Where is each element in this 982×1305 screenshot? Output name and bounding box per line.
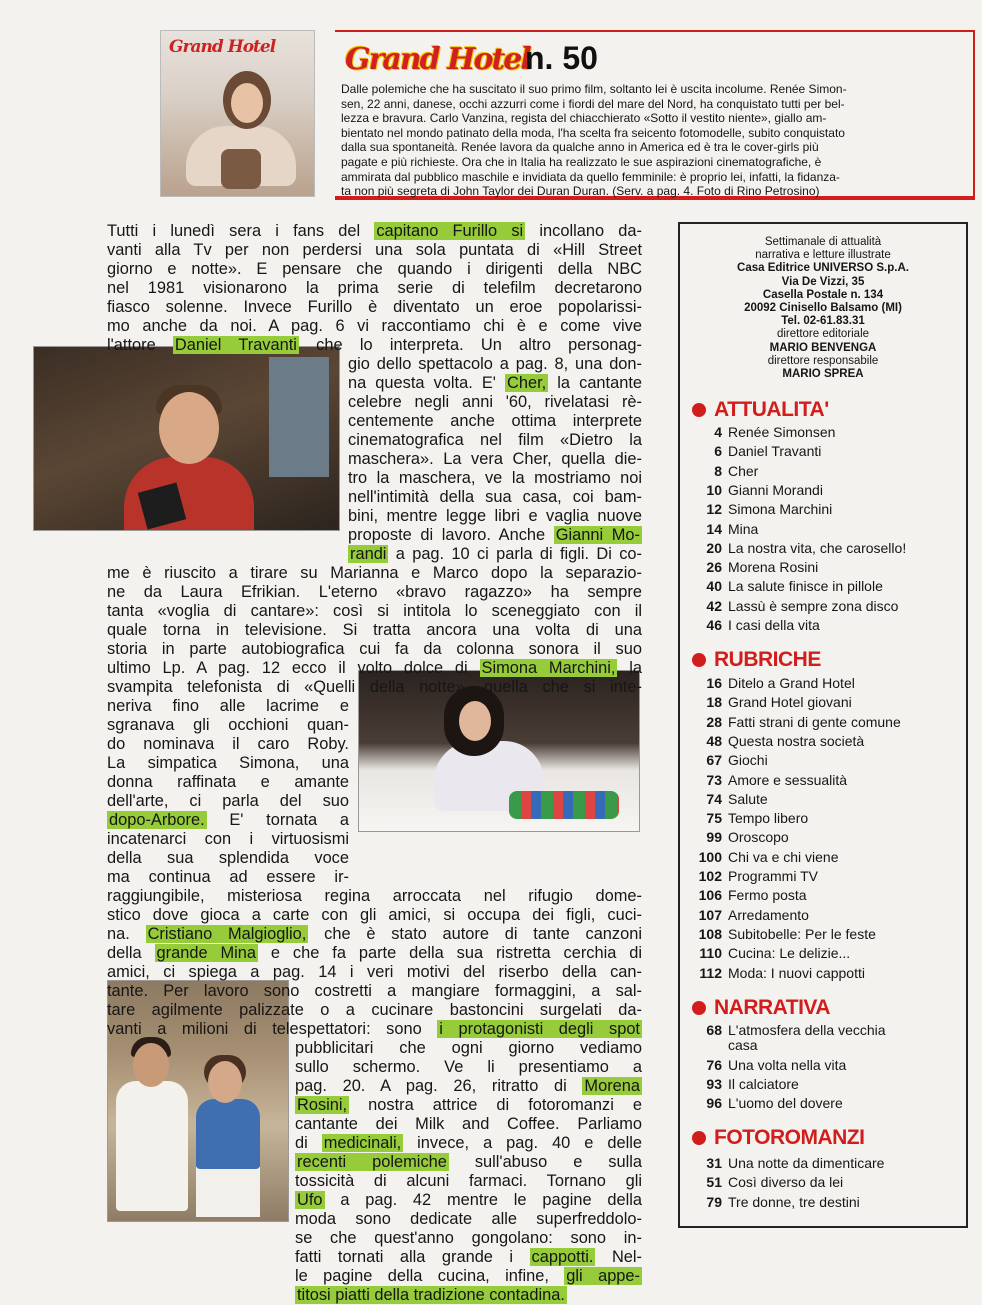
article-text: che è stato autore di tante canzoni [308, 925, 642, 943]
toc-entry-title: Oroscopo [728, 829, 789, 846]
article-line [295, 1267, 642, 1286]
toc-page-number: 74 [706, 790, 722, 807]
article-text: sull'abuso e sulla [448, 1153, 642, 1171]
masthead-line: narrativa e letture illustrate [755, 249, 891, 262]
toc-entry[interactable] [698, 463, 758, 480]
article-text: fatti tornati alla grande i [295, 1248, 530, 1266]
toc-entry[interactable] [698, 772, 847, 789]
toc-page-number: 73 [706, 771, 722, 788]
article-text: a pag. 42 mentre le pagine della [324, 1191, 642, 1209]
toc-section-heading [692, 1126, 864, 1150]
article-text: tossicità di alcuni farmaci. Tornano gli [295, 1172, 642, 1190]
masthead-line: Via De Vizzi, 35 [781, 275, 865, 288]
highlighted-name: Morena [584, 1077, 640, 1095]
toc-entry-title: Il calciatore [728, 1075, 799, 1092]
toc-entry[interactable] [698, 559, 818, 576]
toc-entry-title: Una volta nella vita [728, 1056, 847, 1073]
toc-entry[interactable] [698, 849, 839, 866]
article-line [107, 222, 642, 241]
toc-entry[interactable] [698, 752, 768, 769]
article-text: gio dello spettacolo a pag. 8, una don- [348, 355, 642, 373]
toc-page-number: 40 [706, 578, 722, 595]
toc-entry-title: La nostra vita, che carosello! [728, 539, 907, 556]
masthead-line: MARIO BENVENGA [769, 341, 877, 354]
toc-entry-title: Programmi TV [728, 868, 818, 884]
masthead-line: direttore editoriale [776, 328, 870, 341]
toc-entry[interactable] [698, 926, 876, 943]
photo-toys [509, 791, 619, 819]
toc-entry[interactable] [698, 443, 821, 460]
photo-girl-face [208, 1061, 242, 1103]
toc-entry-title: Morena Rosini [728, 559, 819, 576]
cover-story-blurb [341, 82, 961, 199]
toc-entry-title: Arredamento [728, 906, 809, 923]
toc-entry-title: Fermo posta [728, 887, 807, 904]
bullet-dot-icon [692, 1131, 706, 1145]
article-text: Tutti i lunedì sera i fans del [107, 222, 375, 240]
article-line [107, 830, 349, 849]
article-text: donna raffinata e amante [107, 773, 349, 791]
article-line [107, 887, 642, 906]
highlighted-name: medicinali, [323, 1134, 402, 1152]
photo-person-face [159, 392, 219, 464]
blurb-line: sen, 22 anni, danese, occhi azzurri come i fiordi del mare del Nord, ha conquistato tutti per bel- [341, 96, 845, 111]
article-line [107, 317, 642, 336]
article-text: incollano da- [525, 222, 642, 240]
article-text: me è riuscito a tirare su Marianna e Marco dopo la separazio- [107, 564, 642, 582]
article-text: di [295, 1134, 322, 1152]
article-line [348, 393, 642, 412]
article-text: pag. 20. A pag. 26, ritratto di [295, 1077, 583, 1095]
toc-page-number: 51 [706, 1174, 722, 1191]
article-text: vanti a milioni di telespettatori: sono [107, 1020, 438, 1038]
photo-man-face [133, 1043, 169, 1087]
highlighted-name: i protagonisti degli spot [439, 1020, 640, 1038]
article-text: ma continua ad essere ir- [107, 868, 349, 886]
toc-entry-title: Una notte da dimenticare [728, 1155, 885, 1171]
article-text: se che quest'anno gongolano: sono in- [295, 1229, 642, 1247]
toc-page-number: 14 [706, 520, 722, 537]
article-text: mo anche da noi. A pag. 6 vi raccontiamo chi è e come vive [107, 317, 642, 335]
article-text: ne da Laura Efrikian. L'eterno «bravo ragazzo» ha sempre [107, 583, 642, 601]
toc-entry[interactable] [698, 501, 832, 518]
article-text: e che fa parte della sua ristretta cerchia di [258, 944, 643, 962]
toc-page-number: 16 [706, 675, 722, 691]
article-line [107, 640, 642, 659]
article-text: bini, mentre legge libri e vaglia nuove [348, 507, 642, 525]
article-text: sullo schermo. Ve li presentiamo a [295, 1058, 642, 1076]
toc-page-number: 102 [698, 868, 722, 884]
article-line [295, 1077, 642, 1096]
masthead-line: Tel. 02-61.83.31 [781, 315, 865, 328]
article-line [295, 1191, 642, 1210]
toc-page-number: 99 [706, 829, 722, 846]
article-line [107, 260, 642, 279]
article-line [107, 906, 642, 925]
article-line [107, 735, 349, 754]
article-line [107, 564, 642, 583]
toc-page-number: 6 [714, 443, 722, 460]
article-line [348, 507, 642, 526]
toc-page-number: 8 [714, 462, 722, 479]
article-line [295, 1115, 642, 1134]
article-text: centemente anche ottima interprete [348, 412, 642, 430]
blurb-line: ammirata dal pubblico maschile e invidiata da quello femminile: è proprio lei, infatti, la fidanza- [341, 169, 840, 184]
article-text: neriva fino alle lacrime e [107, 697, 349, 715]
article-text: la [617, 659, 643, 677]
article-text: tare agilmente palizzate o a cucinare bastoncini surgelati da- [107, 1001, 642, 1019]
photo-girl-top [196, 1099, 260, 1169]
toc-entry[interactable] [698, 810, 808, 827]
article-line [107, 697, 349, 716]
toc-entry[interactable] [698, 1057, 846, 1074]
article-text: tante. Per lavoro sono costretti a mangiare formaggini, a sal- [107, 982, 642, 1000]
toc-entry-title: Tempo libero [728, 810, 809, 827]
article-text: Nel- [595, 1248, 643, 1266]
highlighted-name: titosi piatti della tradizione contadina. [297, 1286, 565, 1304]
toc-page-number: 20 [706, 539, 722, 556]
toc-entry[interactable] [698, 965, 865, 982]
masthead-line: Casa Editrice UNIVERSO S.p.A. [737, 262, 909, 275]
blurb-line: lezza e bravura. Carlo Vanzina, regista del chiacchierato «Sotto il vestito niente», giallo am- [341, 111, 827, 126]
toc-entry[interactable] [698, 907, 809, 924]
article-text: cinematografica nel film «Dietro la [348, 431, 642, 449]
article-line [295, 1210, 642, 1229]
article-text: moda sono dedicate alle superfreddolo- [295, 1210, 642, 1228]
article-line [107, 773, 349, 792]
article-text: nostra attrice di fotoromanzi e [349, 1096, 642, 1114]
cover-model-face [231, 83, 263, 123]
toc-page-number: 10 [706, 481, 722, 498]
article-line [107, 621, 642, 640]
article-text: invece, a pag. 40 e delle [403, 1134, 643, 1152]
bullet-dot-icon [692, 403, 706, 417]
article-text: svampita telefonista di «Quelli della notte», quella che si inte- [107, 678, 642, 696]
highlighted-name: Cher, [507, 374, 547, 392]
toc-page-number: 79 [706, 1193, 722, 1210]
article-text: nel 1981 visionarono la prima serie di telefilm decretarono [107, 279, 642, 297]
article-text: nell'intimità della sua casa, coi bam- [348, 488, 642, 506]
toc-page-number: 108 [698, 925, 722, 942]
toc-section-title: NARRATIVA [714, 996, 831, 1019]
highlighted-name: Daniel Travanti [174, 336, 297, 354]
toc-entry-title: I casi della vita [728, 617, 820, 633]
article-text: do nominava il caro Roby. [107, 735, 349, 753]
toc-page-number: 42 [706, 597, 722, 614]
article-text: proposte di lavoro. Anche [348, 526, 554, 544]
highlighted-name: Ufo [297, 1191, 323, 1209]
toc-entry-title-continued: casa [728, 1037, 758, 1054]
photo-man-clothes [116, 1081, 188, 1211]
toc-entry[interactable] [698, 945, 850, 962]
article-text: storia in parte autobiografica cui fa da colonna sonora il suo [107, 640, 642, 658]
issue-number: n. 50 [525, 40, 598, 76]
masthead-line: 20092 Cinisello Balsamo (MI) [744, 302, 902, 314]
article-line [107, 811, 349, 830]
article-line [295, 1134, 642, 1153]
toc-entry-title: Subitobelle: Per le feste [728, 925, 876, 942]
article-line [295, 1039, 642, 1058]
article-line [295, 1172, 642, 1191]
article-line [107, 659, 642, 678]
highlighted-name: Gianni Mo- [555, 526, 640, 544]
toc-page-number: 26 [706, 559, 722, 576]
toc-page-number: 48 [706, 732, 722, 749]
bullet-dot-icon [692, 653, 706, 667]
article-line [348, 355, 642, 374]
toc-entry-title: Gianni Morandi [728, 481, 823, 498]
article-text: na. [107, 925, 146, 943]
toc-entry-title: La salute finisce in pillole [728, 578, 883, 595]
article-line [348, 488, 642, 507]
photo-poster [269, 357, 329, 477]
toc-entry[interactable] [698, 424, 835, 441]
toc-entry-title: Cucina: Le delizie... [728, 945, 851, 962]
article-line [107, 1001, 642, 1020]
toc-entry-title: L'atmosfera della vecchia [728, 1022, 886, 1038]
article-text: le pagine della cucina, infine, [295, 1267, 565, 1285]
toc-page-number: 18 [706, 694, 722, 711]
article-text: sgranava gli occhioni quan- [107, 716, 349, 734]
toc-page-number: 75 [706, 810, 722, 827]
toc-entry[interactable] [698, 1174, 843, 1191]
article-line [107, 963, 642, 982]
article-line [107, 336, 642, 355]
article-line [107, 716, 349, 735]
blurb-line: bientato nel mondo patinato della moda, l'ha scelta fra seicento fotomodelle, subito conquistato [341, 125, 845, 140]
article-text: incatenarci con i virtuosismi [107, 830, 349, 848]
toc-entry[interactable] [698, 868, 818, 885]
photo-girl-trousers [196, 1167, 260, 1217]
article-text: giorno e notte». E pensare che quando i dirigenti della NBC [107, 260, 642, 278]
toc-page-number: 46 [706, 617, 722, 633]
cover-model-boot [221, 149, 261, 189]
toc-entry[interactable] [698, 1095, 843, 1112]
article-text: maschera». La vera Cher, quella die- [348, 450, 642, 468]
article-text: vanti alla Tv per non perdersi una sola puntata di «Hill Street [107, 241, 642, 259]
toc-entry[interactable] [698, 791, 768, 808]
masthead-line: Casella Postale n. 134 [762, 288, 884, 301]
article-line [295, 1229, 642, 1248]
toc-entry[interactable] [698, 617, 820, 634]
toc-entry[interactable] [698, 578, 883, 595]
article-line [107, 792, 349, 811]
toc-page-number: 110 [699, 945, 722, 962]
toc-entry-title: L'uomo del dovere [728, 1095, 843, 1112]
article-text: stico dove gioca a carte con gli amici, si occupa dei figli, cuci- [107, 906, 642, 924]
toc-entry[interactable] [698, 521, 758, 538]
highlighted-name: Simona Marchini, [481, 659, 616, 677]
toc-entry-title: Grand Hotel giovani [728, 694, 852, 711]
article-line [348, 374, 642, 393]
toc-entry-title: Ditelo a Grand Hotel [728, 675, 855, 691]
toc-entry-title: Questa nostra società [728, 732, 865, 749]
toc-section-title: ATTUALITA' [714, 398, 829, 421]
article-text: la cantante [548, 374, 643, 392]
blurb-line: dalla sua spontaneità. Renée lavora da qualche anno in America ed è tra le cover-girls più [341, 140, 819, 155]
article-line [107, 754, 349, 773]
article-text: tanta «voglia di cantare»: così si intitola lo sceneggiato con il [107, 602, 642, 620]
toc-entry-title: Amore e sessualità [728, 771, 848, 788]
toc-section-heading [692, 398, 829, 422]
highlighted-name: grande Mina [156, 944, 257, 962]
article-text: che lo interpreta. Un altro personag- [298, 336, 642, 354]
toc-page-number: 93 [706, 1075, 722, 1092]
toc-page-number: 96 [706, 1095, 722, 1112]
article-line [348, 545, 642, 564]
article-text: fiasco solenne. Invece Furillo è diventato un eroe popolarissi- [107, 298, 642, 316]
toc-entry-title: Cher [728, 462, 759, 479]
toc-entry-title: Renée Simonsen [728, 424, 836, 440]
article-line [295, 1096, 642, 1115]
article-line [107, 849, 349, 868]
masthead-line: Settimanale di attualità [764, 236, 882, 248]
toc-entry[interactable] [698, 482, 823, 499]
toc-page-number: 100 [698, 848, 722, 865]
article-text: raggiungibile, misteriosa regina arroccata nel rifugio dome- [107, 887, 642, 905]
highlighted-name: Rosini, [297, 1096, 348, 1114]
toc-entry-title: Chi va e chi viene [728, 848, 839, 865]
highlighted-name: capitano Furillo si [376, 222, 524, 240]
highlighted-name: randi [350, 545, 387, 563]
bullet-dot-icon [692, 1001, 706, 1015]
article-text: l'attore [107, 336, 173, 354]
toc-entry[interactable] [698, 733, 864, 750]
toc-entry-title: Mina [728, 520, 759, 537]
article-text: na questa volta. E' [348, 374, 506, 392]
toc-entry-title: Lassù è sempre zona disco [728, 597, 899, 614]
article-line [295, 1248, 642, 1267]
toc-entry[interactable] [698, 675, 855, 692]
toc-page-number: 76 [706, 1056, 722, 1073]
article-line [107, 583, 642, 602]
toc-entry[interactable] [698, 887, 807, 904]
toc-entry[interactable] [698, 1022, 886, 1039]
article-text: della sua splendida voce [107, 849, 349, 867]
magazine-logo: Grand Hotel [345, 42, 530, 77]
toc-section-heading [692, 996, 830, 1020]
toc-entry-title: Giochi [728, 752, 768, 769]
cover-logo: Grand Hotel [169, 37, 276, 57]
photo-person-face [459, 701, 491, 741]
article-line [348, 431, 642, 450]
cover-thumbnail [160, 30, 315, 197]
article-line [107, 298, 642, 317]
toc-page-number: 28 [706, 713, 722, 730]
article-text: tro la maschera, ve la mostriamo noi [348, 469, 642, 487]
highlighted-name: gli appe- [566, 1267, 640, 1285]
article-line [348, 450, 642, 469]
masthead-line: MARIO SPREA [782, 368, 864, 380]
article-text: cantante dei Milk and Coffee. Parliamo [295, 1115, 642, 1133]
toc-entry[interactable] [698, 829, 789, 846]
toc-page-number: 67 [706, 752, 722, 769]
article-text: della [107, 944, 155, 962]
article-text: E' tornata a [206, 811, 349, 829]
article-line [107, 944, 642, 963]
article-text: celebre negli anni '60, rivelatasi rè- [348, 393, 642, 411]
toc-entry[interactable] [698, 1076, 799, 1093]
toc-section-heading [692, 648, 821, 672]
toc-page-number: 106 [698, 887, 722, 904]
article-line [295, 1058, 642, 1077]
article-line [107, 241, 642, 260]
blurb-line: pagate e più richieste. Ora che in Italia ha realizzato le sue aspirazioni cinematografiche, è [341, 154, 822, 169]
article-text: ultimo Lp. A pag. 12 ecco il volto dolce di [107, 659, 480, 677]
article-line [348, 412, 642, 431]
toc-entry[interactable] [698, 714, 901, 731]
article-line [107, 868, 349, 887]
highlighted-name: dopo-Arbore. [109, 811, 205, 829]
article-text: La simpatica Simona, una [107, 754, 349, 772]
article-line [107, 678, 642, 697]
toc-entry-title: Moda: I nuovi cappotti [728, 964, 865, 981]
blurb-line: ta non più segreta di John Taylor dei Duran Duran. (Serv. a pag. 4. Foto di Rino Petrosino) [341, 184, 820, 199]
toc-page-number: 68 [706, 1022, 722, 1038]
toc-section-title: RUBRICHE [714, 648, 821, 671]
article-line [107, 1020, 642, 1039]
toc-entry[interactable] [698, 540, 906, 557]
article-text: quale torna in televisione. Si tratta ancora una volta di una [107, 621, 642, 639]
toc-section-title: FOTOROMANZI [714, 1126, 865, 1149]
toc-page-number: 31 [706, 1155, 722, 1171]
article-line [107, 602, 642, 621]
highlighted-name: cappotti. [531, 1248, 594, 1266]
toc-entry[interactable] [698, 1194, 860, 1211]
highlighted-name: recenti polemiche [297, 1153, 447, 1171]
toc-page-number: 4 [714, 424, 722, 440]
toc-entry[interactable] [698, 598, 898, 615]
article-line [107, 279, 642, 298]
toc-page-number: 112 [699, 964, 722, 981]
article-line [348, 469, 642, 488]
article-line [107, 982, 642, 1001]
toc-page-number: 107 [698, 906, 722, 923]
article-line [107, 925, 642, 944]
toc-entry-title: Simona Marchini [728, 501, 833, 518]
article-line [295, 1286, 642, 1305]
article-text: amici, ci spiega a pag. 14 i veri motivi del riserbo della can- [107, 963, 642, 981]
photo-daniel-travanti [33, 346, 340, 531]
toc-entry[interactable] [698, 694, 852, 711]
toc-entry[interactable] [698, 1155, 884, 1172]
highlighted-name: Cristiano Malgioglio, [147, 925, 307, 943]
toc-entry-title: Così diverso da lei [728, 1174, 844, 1191]
article-text: a pag. 10 ci parla di figli. Di co- [388, 545, 642, 563]
toc-entry-title: Tre donne, tre destini [728, 1193, 860, 1210]
article-text: dell'arte, ci parla del suo [107, 792, 349, 810]
toc-page-number: 12 [706, 501, 722, 518]
blurb-line: Dalle polemiche che ha suscitato il suo primo film, soltanto lei è uscita incolume. Renée Simon- [341, 82, 847, 96]
toc-entry-title: Salute [728, 790, 768, 807]
masthead-line: direttore responsabile [767, 354, 879, 367]
article-text: pubblicitari che ogni giorno vediamo [295, 1039, 642, 1057]
toc-entry-title: Fatti strani di gente comune [728, 713, 901, 730]
article-line [295, 1153, 642, 1172]
toc-entry-title: Daniel Travanti [728, 443, 822, 460]
article-line [348, 526, 642, 545]
